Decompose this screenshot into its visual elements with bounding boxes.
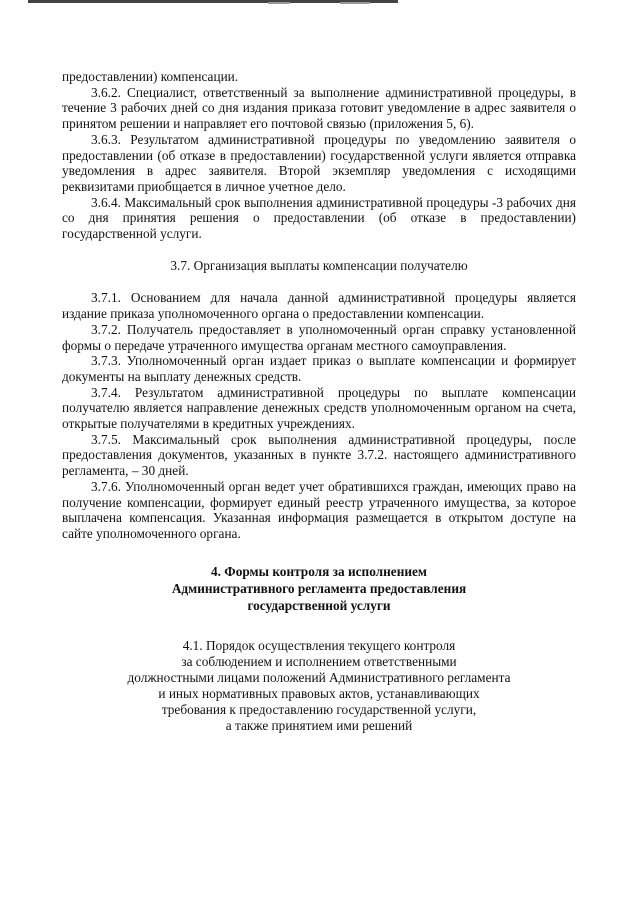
document-page <box>62 69 576 734</box>
section-4-1-heading <box>62 638 576 734</box>
section-4-1-heading-line: требования к предоставлению государственной услуги, <box>161 701 477 717</box>
section-4-1-heading-line: за соблюдением и исполнением ответственными <box>181 653 457 669</box>
section-4-heading-line: Административного регламента предоставления <box>171 580 467 596</box>
scan-speck <box>268 2 290 4</box>
paragraph-3-7-4: 3.7.4. Результатом административной процедуры по выплате компенсации получателю является направление денежных средств уполномоченным органом на счета, открытые получателями в кредитных учреждениях. <box>62 384 576 432</box>
paragraph-3-6-2: 3.6.2. Специалист, ответственный за выполнение административной процедуры, в течение 3 рабочих дней со дня издания приказа готовит уведомление в адрес заявителя о принятом решении и направляет его почтовой связью (приложения 5, 6). <box>62 84 576 132</box>
section-4-1-heading-line: а также принятием ими решений <box>225 717 413 733</box>
scan-speck <box>340 2 370 4</box>
paragraph-3-6-3: 3.6.3. Результатом административной процедуры по уведомлению заявителя о предоставлении (об отказе в предоставлении) государственной услуги является отправка уведомления в адрес заявителя. Второй экземпляр уведомления с исходящими реквизитами приобщается в личное учетное дело. <box>62 131 576 194</box>
section-3-7-heading: 3.7. Организация выплаты компенсации получателю <box>170 257 468 273</box>
section-4-heading <box>62 563 576 614</box>
section-4-heading-line: государственной услуги <box>247 597 391 613</box>
section-4-1-heading-line: 4.1. Порядок осуществления текущего контроля <box>182 637 456 653</box>
paragraph-3-7-2: 3.7.2. Получатель предоставляет в уполномоченный орган справку установленной формы о передаче утраченного имущества органам местного самоуправления. <box>62 321 576 353</box>
continuation-line: предоставлении) компенсации. <box>62 69 239 84</box>
section-4-heading-line: 4. Формы контроля за исполнением <box>211 563 427 579</box>
section-4-1-heading-line: и иных нормативных правовых актов, устанавливающих <box>158 685 480 701</box>
paragraph-3-7-5: 3.7.5. Максимальный срок выполнения административной процедуры, после предоставления документов, указанных в пункте 3.7.2. настоящего административного регламента, – 30 дней. <box>62 431 576 479</box>
section-4-1-heading-line: должностными лицами положений Административного регламента <box>127 669 511 685</box>
paragraph-3-7-1: 3.7.1. Основанием для начала данной административной процедуры является издание приказа уполномоченного органа о предоставлении компенсации. <box>62 290 576 322</box>
paragraph-3-7-3: 3.7.3. Уполномоченный орган издает приказ о выплате компенсации и формирует документы на выплату денежных средств. <box>62 353 576 384</box>
paragraph-3-7-6: 3.7.6. Уполномоченный орган ведет учет обратившихся граждан, имеющих право на получение компенсации, формирует единый реестр утраченного имущества, за которое выплачена компенсация. Указанная информация размещается в открытом доступе на сайте уполномоченного органа. <box>62 478 576 541</box>
paragraph-3-6-4: 3.6.4. Максимальный срок выполнения административной процедуры -3 рабочих дня со дня принятия решения о предоставлении (об отказе в предоставлении) государственной услуги. <box>62 194 576 242</box>
